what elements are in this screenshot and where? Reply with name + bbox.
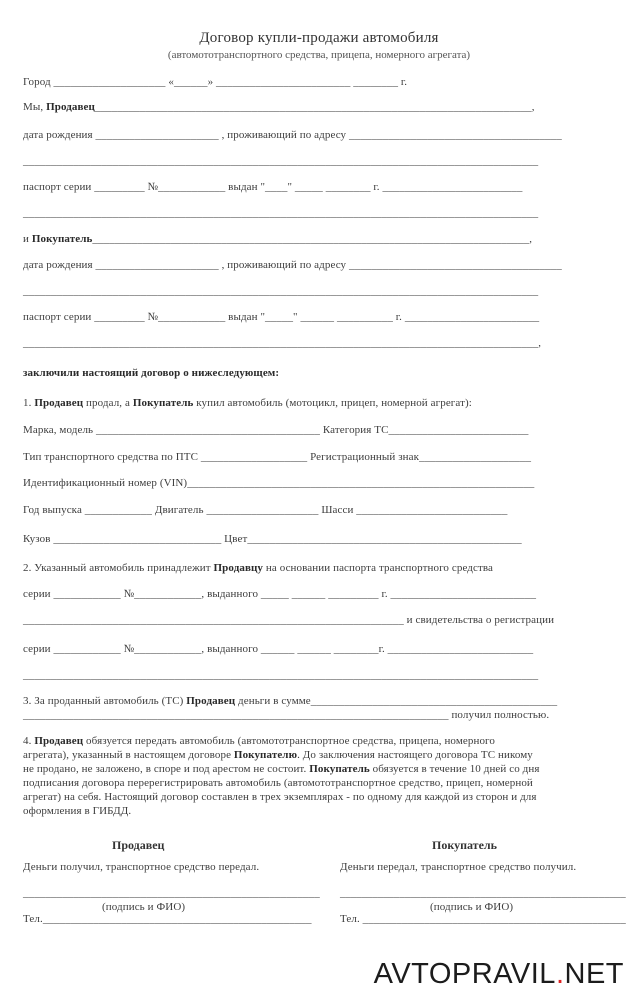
clause-4-seller: Продавец (34, 735, 84, 747)
clause-2-registration-line: ____________________________________________________________________ и свидетельства о регистрации (23, 614, 555, 626)
clause-3-a: 3. За проданный автомобиль (ТС) (23, 695, 187, 707)
buyer-signature-title: Покупатель (432, 838, 497, 852)
seller-phone-line: Тел.________________________________________________ (23, 913, 312, 925)
clause-2-a: 2. Указанный автомобиль принадлежит (23, 562, 214, 574)
city-date-line: Город ____________________ «______» ________________________ ________ г. (23, 76, 408, 88)
clause-4-line-4: подписания договора перерегистрировать автомобиль (автомототранспортное средство, прицеп, номерной (23, 777, 533, 789)
body-color-line: Кузов ______________________________ Цвет_________________________________________________ (23, 533, 522, 545)
seller-prefix: Мы, (23, 101, 47, 113)
clause-4-number: 4. (23, 735, 35, 747)
clause-4-line-1 (23, 735, 495, 747)
buyer-signature-note: Деньги передал, транспортное средство получил. (340, 861, 577, 873)
clause-4-text-2c: . До заключения настоящего договора ТС никому (297, 749, 533, 761)
clause-2-blank-line: ____________________________________________________________________________________________ (23, 669, 539, 681)
clause-3-c: деньги в сумме____________________________________________ (235, 695, 558, 707)
seller-signature-line: _____________________________________________________ (23, 887, 320, 899)
clause-1-seller: Продавец (34, 397, 84, 409)
make-model-line: Марка, модель ________________________________________ Категория ТС_________________________ (23, 424, 529, 436)
clause-2-c: на основании паспорта транспортного средства (263, 562, 494, 574)
buyer-passport-line-2: ____________________________________________________________________________________________, (23, 337, 542, 349)
brand-name-b: NET (564, 958, 624, 990)
seller-signature-title: Продавец (112, 838, 165, 852)
clause-2-series-line-2: серии ____________ №____________, выданного ______ ______ ________г. __________________________ (23, 643, 534, 655)
clause-4-text-2a: агрегата), указанный в настоящем договоре (23, 749, 234, 761)
clause-4-line-2 (23, 749, 533, 761)
seller-blank: ______________________________________________________________________________, (94, 101, 535, 113)
buyer-signature-line: _____________________________________________________ (340, 887, 626, 899)
buyer-prefix: и (23, 233, 32, 245)
buyer-phone-line: Тел. _______________________________________________ (340, 913, 626, 925)
seller-address-line: ____________________________________________________________________________________________ (23, 155, 539, 167)
brand-watermark (374, 958, 624, 991)
buyer-signature-caption: (подпись и ФИО) (430, 901, 514, 913)
clause-4-text-3a: не продано, не заложено, в споре и под арестом не состоит. (23, 763, 310, 775)
document-subtitle: (автомототранспортного средства, прицепа, номерного агрегата) (167, 49, 471, 61)
buyer-address-line: ____________________________________________________________________________________________ (23, 285, 539, 297)
seller-line (23, 101, 535, 113)
clause-3-seller: Продавец (186, 695, 236, 707)
seller-passport-line: паспорт серии _________ №____________ выдан "____" _____ ________ г. _________________________ (23, 181, 523, 193)
seller-label: Продавец (46, 101, 95, 113)
clause-4-line-6: оформления в ГИБДД. (23, 805, 132, 817)
concluded-heading: заключили настоящий договор о нижеследующем: (23, 367, 280, 379)
clause-2-series-line: серии ____________ №____________, выданного _____ ______ _________ г. __________________________ (23, 588, 537, 600)
clause-2-seller: Продавцу (213, 562, 264, 574)
seller-passport-line-2: ____________________________________________________________________________________________ (23, 207, 539, 219)
seller-signature-note: Деньги получил, транспортное средство передал. (23, 861, 260, 873)
clause-4-text-3c: обязуется в течение 10 дней со дня (369, 763, 540, 775)
clause-3-received-line: ____________________________________________________________________________ получил полностью. (23, 709, 550, 721)
buyer-blank: ______________________________________________________________________________, (92, 233, 533, 245)
clause-1 (23, 397, 472, 409)
brand-dot: . (555, 958, 565, 990)
clause-4-buyer-2: Покупатель (309, 763, 370, 775)
clause-4-line-5: агрегат) на себя. Настоящий договор составлен в трех экземплярах - по одному для каждой из сторон и для (23, 791, 537, 803)
clause-1-rest: купил автомобиль (мотоцикл, прицеп, номерной агрегат): (193, 397, 472, 409)
clause-4-buyer: Покупателю (233, 749, 298, 761)
buyer-birth-line: дата рождения ______________________ , проживающий по адресу ______________________________________ (23, 259, 562, 271)
year-engine-line: Год выпуска ____________ Двигатель ____________________ Шасси ___________________________ (23, 504, 508, 516)
clause-1-buyer: Покупатель (132, 397, 194, 409)
buyer-line (23, 233, 532, 245)
document-title: Договор купли-продажи автомобиля (199, 30, 439, 46)
clause-2 (23, 562, 493, 574)
seller-signature-caption: (подпись и ФИО) (102, 901, 186, 913)
clause-1-number: 1. (23, 397, 35, 409)
clause-3 (23, 695, 557, 707)
clause-4-line-3 (23, 763, 540, 775)
clause-1-mid: продал, а (83, 397, 133, 409)
vehicle-type-line: Тип транспортного средства по ПТС ___________________ Регистрационный знак____________________ (23, 451, 532, 463)
buyer-passport-line: паспорт серии _________ №____________ выдан "_____" ______ __________ г. ________________________ (23, 311, 540, 323)
buyer-label: Покупатель (31, 233, 93, 245)
vin-line: Идентификационный номер (VIN)______________________________________________________________ (23, 477, 535, 489)
brand-name-a: AVTOPRAVIL (373, 958, 556, 990)
seller-birth-line: дата рождения ______________________ , проживающий по адресу ______________________________________ (23, 129, 562, 141)
clause-4-text-1: обязуется передать автомобиль (автомототранспортное средства, прицепа, номерного (83, 735, 495, 747)
